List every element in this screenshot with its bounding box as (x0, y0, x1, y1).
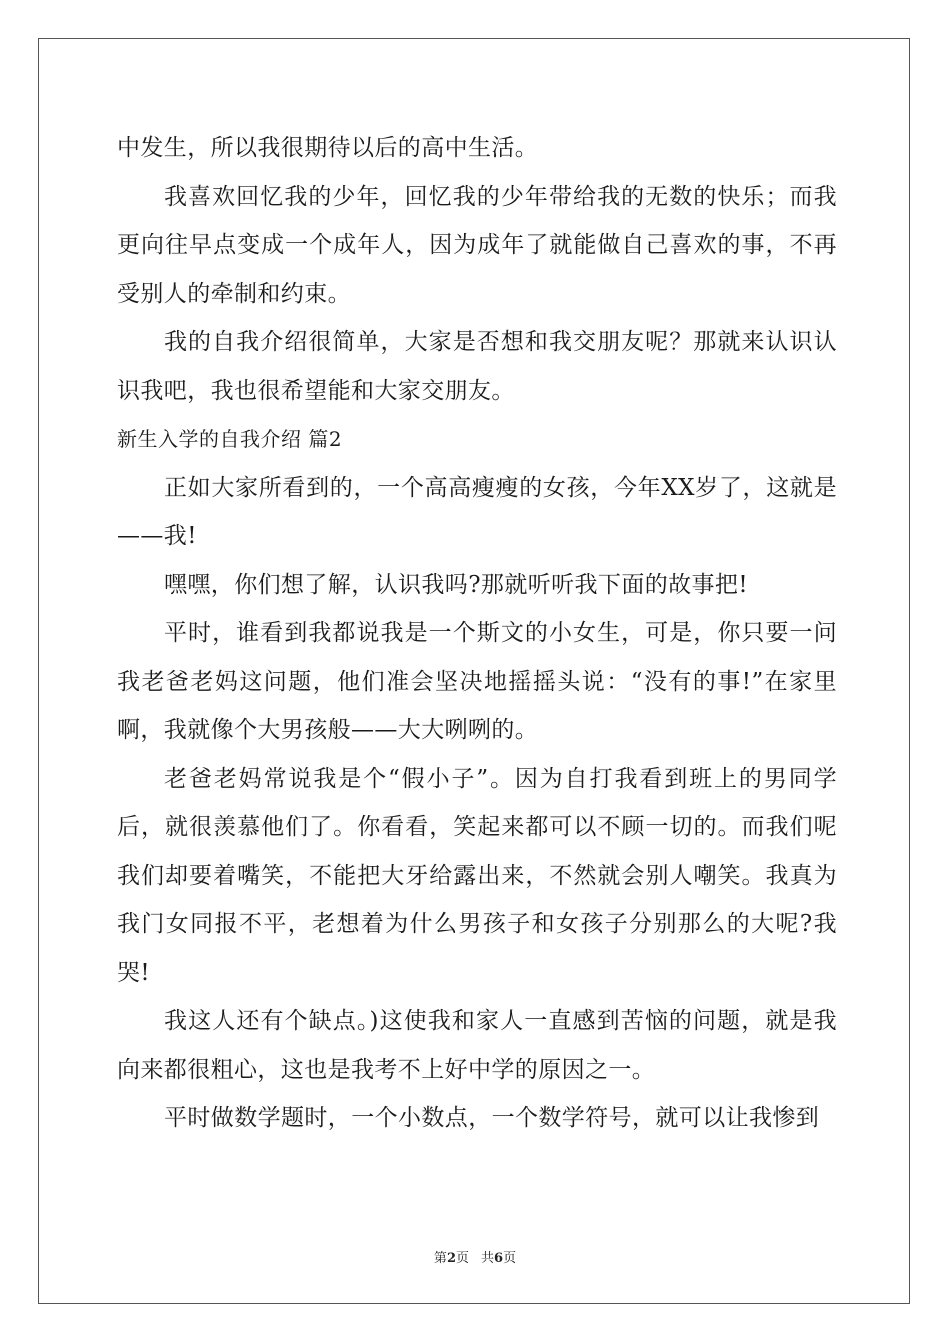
paragraph: 平时做数学题时，一个小数点，一个数学符号，就可以让我惨到 (164, 1105, 820, 1131)
paragraph: 平时，谁看到我都说我是一个斯文的小女生，可是，你只要一问我老爸老妈这问题，他们准会坚决地摇摇头说：“没有的事!”在家里啊，我就像个大男孩般——大大咧咧的。 (117, 620, 837, 743)
section-heading: 新生入学的自我介绍 篇2 (117, 427, 343, 451)
page-footer (0, 1247, 950, 1266)
page-current: 2 (446, 1251, 456, 1266)
paragraph: 我的自我介绍很简单，大家是否想和我交朋友呢？那就来认识认识我吧，我也很希望能和大家交朋友。 (117, 329, 837, 404)
total-prefix: 共 (481, 1251, 495, 1266)
page-total: 6 (494, 1251, 504, 1266)
page-suffix: 页 (455, 1251, 469, 1266)
paragraph: 我喜欢回忆我的少年，回忆我的少年带给我的无数的快乐；而我更向往早点变成一个成年人，因为成年了就能做自己喜欢的事，不再受别人的牵制和约束。 (117, 183, 837, 307)
paragraph: 嘿嘿，你们想了解，认识我吗?那就听听我下面的故事把! (164, 571, 748, 598)
total-suffix: 页 (503, 1251, 517, 1266)
paragraph: 老爸老妈常说我是个“假小子”。因为自打我看到班上的男同学后，就很羡慕他们了。你看看，笑起来都可以不顾一切的。而我们呢我们却要着嘴笑，不能把大牙给露出来，不然就会别人嘲笑。我真为我门女同报不平，老想着为什么男孩子和女孩子分别那么的大呢?我哭! (117, 765, 837, 986)
paragraph: 正如大家所看到的，一个高高瘦瘦的女孩，今年XX岁了，这就是——我! (117, 474, 837, 549)
page-prefix: 第 (433, 1251, 447, 1266)
paragraph: 我这人还有个缺点。)这使我和家人一直感到苦恼的问题，就是我向来都很粗心，这也是我考不上好中学的原因之一。 (117, 1008, 837, 1083)
paragraph-continuation: 中发生，所以我很期待以后的高中生活。 (117, 135, 539, 161)
document-body (117, 124, 837, 1143)
